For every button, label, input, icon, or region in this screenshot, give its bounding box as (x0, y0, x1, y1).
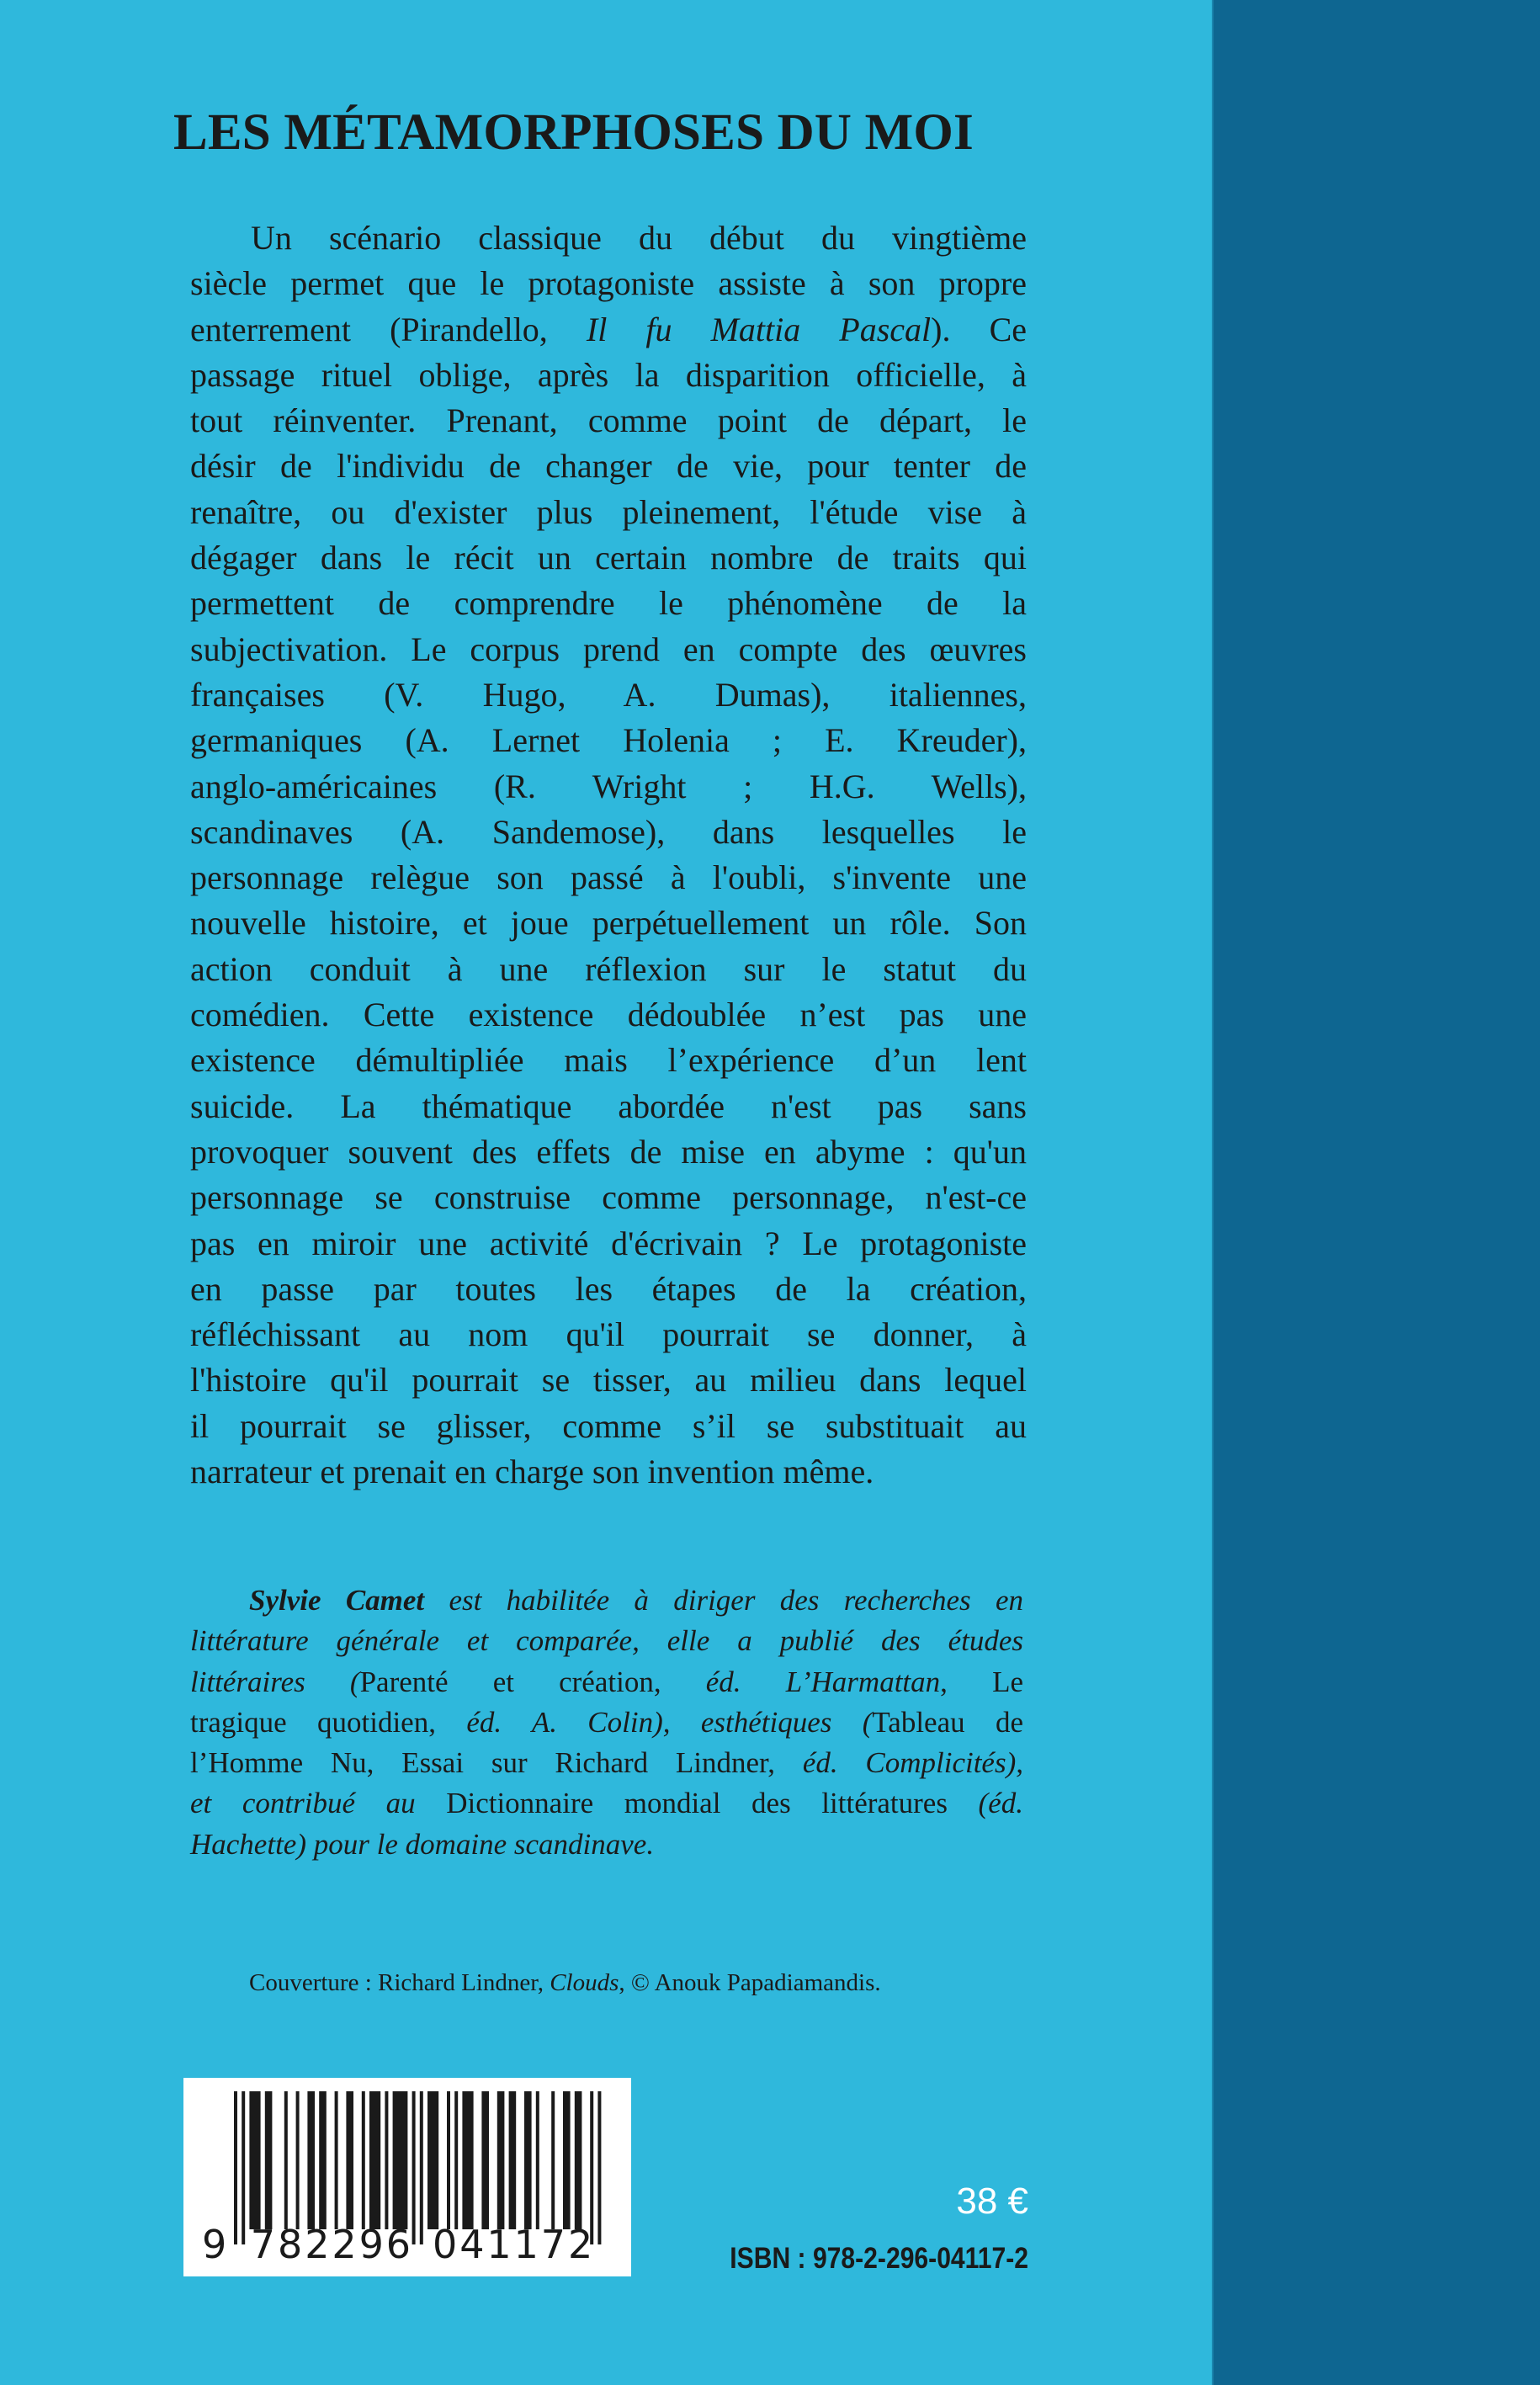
text-run: Parenté et création, (359, 1665, 706, 1698)
barcode-bar (427, 2091, 438, 2229)
abstract-line (190, 307, 1027, 353)
text-run: suicide. La thématique abordée n'est pas sans (190, 1086, 1027, 1125)
text-run: enterrement (Pirandello, (190, 310, 587, 348)
barcode-digits (183, 2219, 631, 2270)
barcode-bar (265, 2091, 273, 2229)
text-run: Dictionnaire mondial des littératures (446, 1787, 979, 1820)
bio-line (190, 1621, 1023, 1661)
text-run: Hachette) pour le domaine scandinave. (190, 1827, 655, 1861)
barcode-digit: 2 (568, 2222, 593, 2267)
text-run: , © Anouk Papadiamandis. (619, 1969, 881, 1996)
text-run: Un scénario classique du début du vingtième (251, 219, 1027, 257)
barcode-bar (497, 2091, 505, 2229)
abstract-line (190, 581, 1027, 626)
bio-line (190, 1783, 1023, 1824)
abstract-line (190, 261, 1027, 306)
text-run: scandinaves (A. Sandemose), dans lesquelles le (190, 812, 1027, 851)
barcode-bar (393, 2091, 408, 2229)
text-run: Il fu Mattia Pascal (586, 310, 932, 348)
barcode-digit: 4 (459, 2222, 485, 2267)
barcode-digit: 9 (358, 2222, 384, 2267)
barcode-bar (385, 2091, 388, 2229)
abstract-line (190, 398, 1027, 444)
barcode-bar (509, 2091, 517, 2229)
abstract-line (190, 1221, 1027, 1267)
barcode-digit: 1 (513, 2222, 539, 2267)
cover-credit (249, 1966, 1006, 2000)
text-run: éd. L’Harmattan (705, 1665, 941, 1698)
text-run: siècle permet que le protagoniste assiste à son propre (190, 264, 1027, 303)
text-run: Tableau de (872, 1705, 1023, 1739)
barcode-digit: 6 (385, 2222, 412, 2267)
abstract-line (190, 1357, 1027, 1403)
abstract-line (190, 627, 1027, 672)
barcode-bar (284, 2091, 288, 2229)
barcode-digit: 8 (278, 2222, 303, 2267)
barcode-digit: 2 (305, 2222, 330, 2267)
abstract-line (190, 718, 1027, 763)
barcode-bar (335, 2091, 338, 2229)
bio-line (190, 1580, 1023, 1621)
text-run: germaniques (A. Lernet Holenia ; E. Kreuder), (190, 721, 1027, 760)
abstract-line (190, 900, 1027, 946)
text-run: comédien. Cette existence dédoublée n’est pas une (190, 996, 1027, 1034)
abstract-line (190, 535, 1027, 581)
price: 38 € (956, 2180, 1028, 2222)
abstract-line (190, 1038, 1027, 1083)
text-run: il pourrait se glisser, comme s’il se substituait au (190, 1406, 1027, 1445)
barcode-bar (524, 2091, 532, 2229)
abstract-line (190, 353, 1027, 398)
barcode-bar (575, 2091, 582, 2229)
text-run: anglo-américaines (R. Wright ; H.G. Wells), (190, 767, 1027, 805)
text-run: éd. Complicités), (802, 1746, 1023, 1780)
text-run: tout réinventer. Prenant, comme point de départ, le (190, 401, 1027, 440)
abstract-line (190, 855, 1027, 900)
barcode-digit: 7 (250, 2222, 276, 2267)
text-run: Sylvie Camet (249, 1584, 425, 1617)
barcode-bar (307, 2091, 315, 2229)
barcode-digit: 2 (332, 2222, 357, 2267)
barcode-bar (536, 2091, 539, 2229)
abstract-line (190, 1267, 1027, 1312)
barcode-bar (369, 2091, 380, 2229)
book-abstract (190, 215, 1027, 1495)
text-run: existence démultipliée mais l’expérience d’un lent (190, 1041, 1027, 1080)
abstract-line (190, 1404, 1027, 1449)
text-run: nouvelle histoire, et joue perpétuellement un rôle. Son (190, 904, 1027, 943)
abstract-line (190, 1084, 1027, 1129)
abstract-line (190, 1312, 1027, 1357)
barcode-digit: 7 (540, 2222, 566, 2267)
book-spine (1212, 0, 1540, 2385)
text-run: dégager dans le récit un certain nombre de traits qui (190, 539, 1027, 577)
text-run: pas en miroir une activité d'écrivain ? Le protagoniste (190, 1224, 1027, 1262)
text-run: passage rituel oblige, après la disparition officielle, à (190, 355, 1027, 394)
text-run: désir de l'individu de changer de vie, pour tenter de (190, 447, 1027, 486)
barcode-bar (462, 2091, 473, 2229)
text-run: Clouds (550, 1969, 619, 1996)
barcode-bar (249, 2091, 260, 2229)
text-run: en passe par toutes les étapes de la création, (190, 1269, 1027, 1308)
text-run: provoquer souvent des effets de mise en abyme : qu'un (190, 1132, 1027, 1171)
barcode-digit: 9 (202, 2222, 227, 2267)
text-run: est habilitée à diriger des recherches en (424, 1584, 1023, 1617)
book-title: LES MÉTAMORPHOSES DU MOI (173, 104, 974, 161)
bio-line (190, 1702, 1023, 1743)
barcode-bar (296, 2091, 300, 2229)
text-run: renaître, ou d'exister plus pleinement, l'étude vise à (190, 492, 1027, 531)
barcode-bar (447, 2091, 450, 2229)
bio-line (190, 1743, 1023, 1783)
text-run: permettent de comprendre le phénomène de la (190, 584, 1027, 623)
abstract-line (190, 215, 1027, 261)
text-run: tragique quotidien, (190, 1705, 467, 1739)
text-run: subjectivation. Le corpus prend en compte des œuvres (190, 629, 1027, 668)
barcode-bar (319, 2091, 327, 2229)
text-run: littéraires ( (190, 1665, 360, 1698)
abstract-line (190, 672, 1027, 718)
barcode (183, 2078, 631, 2276)
text-run: réfléchissant au nom qu'il pourrait se donner, à (190, 1315, 1027, 1354)
barcode-bar (346, 2091, 353, 2229)
abstract-line (190, 444, 1027, 489)
isbn: ISBN : 978-2-296-04117-2 (730, 2242, 1028, 2275)
barcode-digit: 0 (433, 2222, 458, 2267)
text-run: (éd. (978, 1787, 1023, 1820)
barcode-bar (362, 2091, 365, 2229)
text-run: personnage relègue son passé à l'oubli, s'invente une (190, 858, 1027, 897)
abstract-line (190, 947, 1027, 992)
text-run: éd. A. Colin), esthétiques ( (466, 1705, 873, 1739)
barcode-digit: 1 (486, 2222, 512, 2267)
barcode-bar (454, 2091, 458, 2229)
text-run: l’Homme Nu, Essai sur Richard Lindner, (190, 1746, 803, 1780)
abstract-line (190, 1449, 1027, 1495)
barcode-bar (551, 2091, 555, 2229)
abstract-line (190, 992, 1027, 1038)
text-run: l'histoire qu'il pourrait se tisser, au milieu dans lequel (190, 1361, 1027, 1400)
author-bio (190, 1580, 1023, 1865)
abstract-line (190, 1129, 1027, 1175)
text-run: littérature générale et comparée, elle a publié des études (190, 1624, 1023, 1658)
barcode-bar (563, 2091, 571, 2229)
text-run: et contribué au (190, 1787, 447, 1820)
text-run: , Le (940, 1665, 1023, 1698)
abstract-line (190, 1175, 1027, 1220)
text-run: narrateur et prenait en charge son invention même. (190, 1453, 874, 1491)
abstract-line (190, 764, 1027, 810)
text-run: ). Ce (931, 310, 1027, 348)
barcode-bar (481, 2091, 489, 2229)
text-run: personnage se construise comme personnage, n'est-ce (190, 1178, 1027, 1217)
text-run: françaises (V. Hugo, A. Dumas), italiennes, (190, 675, 1027, 714)
abstract-line (190, 810, 1027, 855)
text-run: Couverture : Richard Lindner, (249, 1969, 550, 1996)
bio-line (190, 1825, 1023, 1865)
text-run: action conduit à une réflexion sur le statut du (190, 949, 1027, 988)
abstract-line (190, 490, 1027, 535)
bio-line (190, 1662, 1023, 1702)
